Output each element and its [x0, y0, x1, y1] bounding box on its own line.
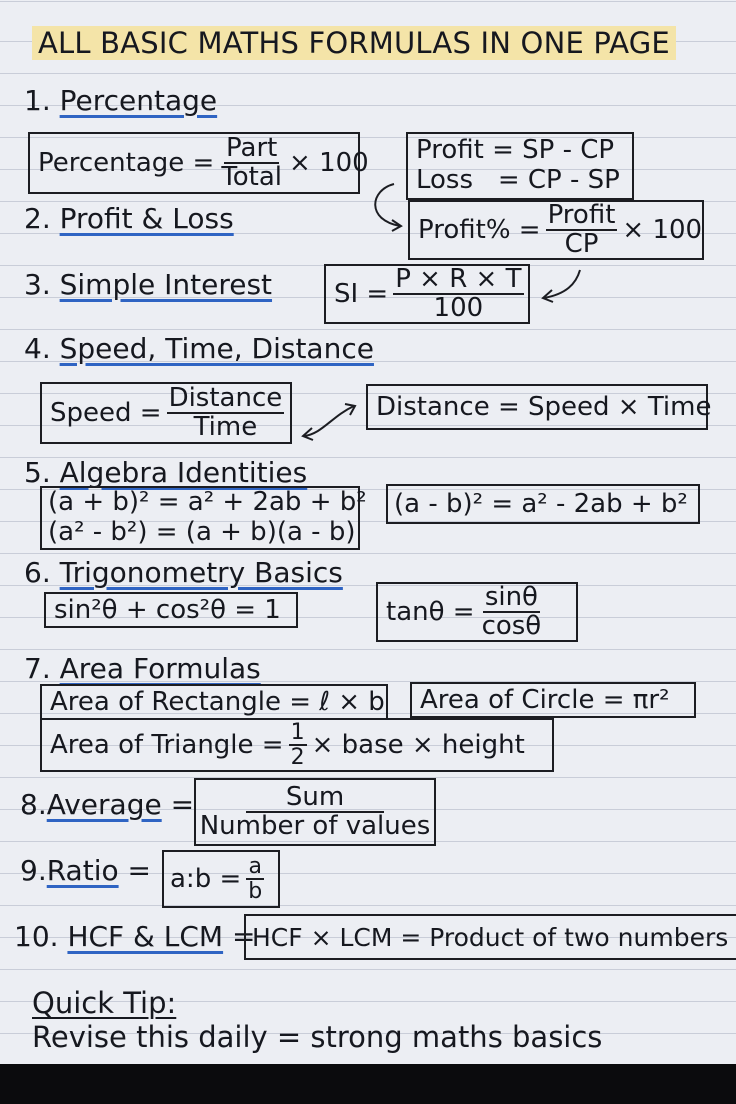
algebra-identity-box-2 [386, 484, 700, 524]
fraction-numerator: sinθ [484, 581, 538, 612]
section-name: Average [46, 788, 162, 821]
fraction-denominator: b [248, 879, 263, 904]
section-name: Percentage [59, 84, 218, 117]
speed-formula-box [40, 382, 292, 444]
trig-identity-box [44, 592, 298, 628]
section-number: 8. [20, 788, 47, 821]
section-number: 7. [24, 652, 51, 685]
section-number: 5. [24, 456, 51, 489]
formula-lhs: Percentage = [38, 148, 215, 178]
fraction-denominator: Time [193, 412, 258, 442]
fraction-denominator: cosθ [481, 611, 542, 641]
formula-lhs: Profit% = [418, 215, 541, 245]
fraction-numerator: P × R × T [395, 263, 522, 294]
section-name: Speed, Time, Distance [59, 332, 374, 365]
page-title: ALL BASIC MATHS FORMULAS IN ONE PAGE [32, 26, 676, 60]
profit-formula: Profit = SP - CP [416, 135, 615, 166]
fraction-denominator: 100 [433, 293, 484, 323]
distance-formula-box [366, 384, 712, 430]
identity-a-plus-b-squared: (a + b)² = a² + 2ab + b² [48, 487, 367, 518]
area-circle-formula: Area of Circle = πr² [420, 685, 670, 715]
section-profit-loss-heading [24, 202, 234, 235]
formula-rhs: × 100 [622, 215, 703, 245]
section-name: Profit & Loss [59, 202, 234, 235]
identity-a-minus-b-squared: (a - b)² = a² - 2ab + b² [394, 489, 688, 519]
curved-arrow-icon [298, 396, 362, 442]
section-name: Trigonometry Basics [59, 556, 343, 589]
section-number: 2. [24, 202, 51, 235]
fraction [167, 382, 285, 442]
equals-sign: = [170, 788, 195, 821]
fraction [393, 263, 523, 323]
fraction-numerator: 1 [290, 719, 305, 745]
formula-rhs: × base × height [311, 730, 525, 760]
section-algebra-heading [24, 456, 307, 489]
section-simple-interest-heading [24, 268, 272, 301]
fraction-denominator: 2 [290, 745, 305, 770]
ratio-formula-box [162, 850, 280, 908]
fraction-numerator: Sum [246, 784, 384, 813]
fraction-denominator: Number of values [199, 811, 431, 841]
section-number: 6. [24, 556, 51, 589]
area-triangle-box [40, 718, 554, 772]
fraction [480, 581, 544, 641]
formula-lhs: Speed = [50, 398, 162, 428]
fraction-denominator: CP [564, 229, 599, 259]
fraction-denominator: Total [221, 162, 283, 192]
fraction-numerator: Part [226, 132, 278, 163]
section-hcf-lcm-heading [14, 920, 255, 953]
fraction [546, 199, 618, 259]
quick-tip-text: Revise this daily = strong maths basics [32, 1020, 603, 1054]
fraction [219, 132, 284, 192]
section-average-heading [20, 788, 194, 821]
section-name: HCF & LCM [67, 920, 224, 953]
fraction-numerator: Distance [168, 382, 283, 413]
average-formula-box [194, 778, 436, 846]
section-number: 10. [14, 920, 59, 953]
section-speed-heading [24, 332, 374, 365]
section-number: 3. [24, 268, 51, 301]
section-trigonometry-heading [24, 556, 343, 589]
formula-text: Distance = Speed × Time [376, 392, 712, 422]
fraction-numerator: a [248, 853, 262, 879]
quick-tip-title: Quick Tip: [32, 986, 177, 1020]
formula-lhs: Area of Triangle = [50, 730, 284, 760]
percentage-formula-box [28, 132, 369, 194]
section-number: 4. [24, 332, 51, 365]
fraction-numerator: Profit [547, 199, 616, 230]
fraction [246, 855, 264, 903]
hcf-lcm-formula: HCF × LCM = Product of two numbers [252, 922, 729, 952]
area-circle-box [410, 682, 696, 718]
hcf-lcm-formula-box [244, 914, 736, 960]
loss-formula: Loss = CP - SP [416, 165, 620, 195]
section-percentage-heading [24, 84, 217, 117]
equals-sign: = [232, 920, 256, 953]
section-name: Algebra Identities [59, 456, 308, 489]
equals-sign: = [127, 854, 151, 887]
tan-formula-box [376, 582, 578, 642]
formula-lhs: tanθ = [386, 597, 475, 627]
profit-loss-formula-box [406, 132, 634, 200]
section-number: 1. [24, 84, 51, 117]
formula-lhs: SI = [334, 279, 389, 309]
algebra-identities-box [40, 486, 367, 550]
section-name: Ratio [46, 854, 119, 887]
curved-arrow-icon [364, 180, 408, 236]
section-number: 9. [20, 854, 47, 887]
formula-rhs: × 100 [289, 148, 369, 178]
fraction [198, 781, 433, 841]
section-name: Area Formulas [59, 652, 261, 685]
fraction [289, 721, 307, 769]
formula-lhs: a:b = [170, 864, 242, 894]
area-rectangle-formula: Area of Rectangle = ℓ × b [50, 687, 385, 717]
pythagorean-identity: sin²θ + cos²θ = 1 [54, 595, 281, 625]
arrow-icon [536, 266, 586, 306]
section-ratio-heading [20, 854, 151, 887]
section-area-heading [24, 652, 261, 685]
simple-interest-formula-box [324, 264, 530, 324]
area-rectangle-box [40, 684, 388, 720]
profit-percent-formula-box [408, 200, 704, 260]
section-name: Simple Interest [59, 268, 273, 301]
identity-difference-of-squares: (a² - b²) = (a + b)(a - b) [48, 517, 356, 547]
